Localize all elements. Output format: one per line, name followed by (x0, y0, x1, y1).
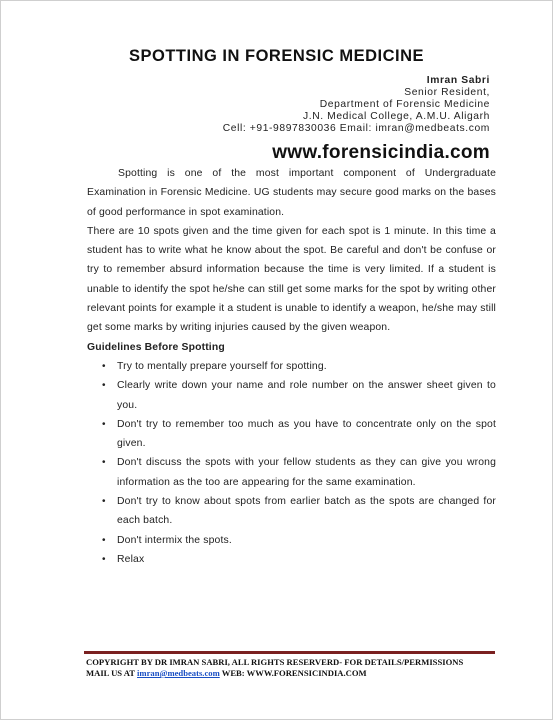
list-item (102, 453, 496, 492)
author-block (223, 75, 490, 135)
author-college: J.N. Medical College, A.M.U. Aligarh (303, 111, 490, 123)
list-item-text: Relax (117, 553, 145, 565)
guidelines-list (87, 357, 496, 569)
footer-line-2 (86, 668, 506, 679)
list-item-text: Clearly write down your name and role number on the answer sheet given to you. (117, 380, 496, 411)
list-item-text: Don't try to know about spots from earlier batch as the spots are changed for each batch. (117, 496, 496, 527)
website-link[interactable]: www.forensicindia.com (272, 142, 490, 163)
author-department: Department of Forensic Medicine (319, 99, 490, 111)
bullet-icon: • (102, 360, 106, 372)
list-item (102, 550, 496, 569)
footer-web: WEB: WWW.FORENSICINDIA.COM (219, 668, 367, 678)
list-item (102, 376, 496, 415)
bullet-icon: • (102, 418, 106, 430)
list-item-text: Don't discuss the spots with your fellow students as they can give you wrong information as the too are appearing for the same examination. (117, 457, 496, 488)
list-item-text: Don't intermix the spots. (117, 534, 232, 546)
author-contact: Cell: +91-9897830036 Email: imran@medbeats.com (222, 123, 490, 135)
footer-divider (84, 651, 495, 654)
bullet-icon: • (102, 457, 106, 469)
bullet-icon: • (102, 496, 106, 508)
list-item (102, 492, 496, 531)
footer-mail-prefix: MAIL US AT (86, 668, 138, 678)
paragraph-spots: There are 10 spots given and the time given for each spot is 1 minute. In this time a student has to write what he know about the spot. Be careful and don't be confuse or try to remember absurd information because the time is very limited. If a student is unable to identify the spot he/she can still get some marks for the spot by writing other relevant points for example it a student is unable to identify a weapon, he/she may still get some marks by writing injuries caused by the given weapon. (87, 225, 496, 334)
footer-line-1: COPYRIGHT BY DR IMRAN SABRI, ALL RIGHTS RESERVERD- FOR DETAILS/PERMISSIONS (86, 657, 464, 667)
document-body (87, 164, 496, 569)
bullet-icon: • (102, 534, 106, 546)
bullet-icon: • (102, 553, 106, 565)
guidelines-heading: Guidelines Before Spotting (87, 341, 225, 353)
list-item (102, 357, 496, 376)
list-item-text: Try to mentally prepare yourself for spotting. (117, 360, 327, 372)
list-item (102, 415, 496, 454)
footer-email-link[interactable]: imran@medbeats.com (137, 668, 220, 678)
document-title: SPOTTING IN FORENSIC MEDICINE (128, 47, 425, 65)
paragraph-intro: Spotting is one of the most important component of Undergraduate Examination in Forensic Medicine. UG students may secure good marks on the bases of good performance in spot examination. (87, 168, 496, 218)
list-item-text: Don't try to remember too much as you have to concentrate only on the spot given. (117, 418, 496, 450)
footer-copyright (86, 657, 506, 679)
bullet-icon: • (102, 380, 106, 392)
author-name: Imran Sabri (426, 75, 490, 86)
author-role: Senior Resident, (404, 87, 490, 99)
list-item (102, 531, 496, 550)
